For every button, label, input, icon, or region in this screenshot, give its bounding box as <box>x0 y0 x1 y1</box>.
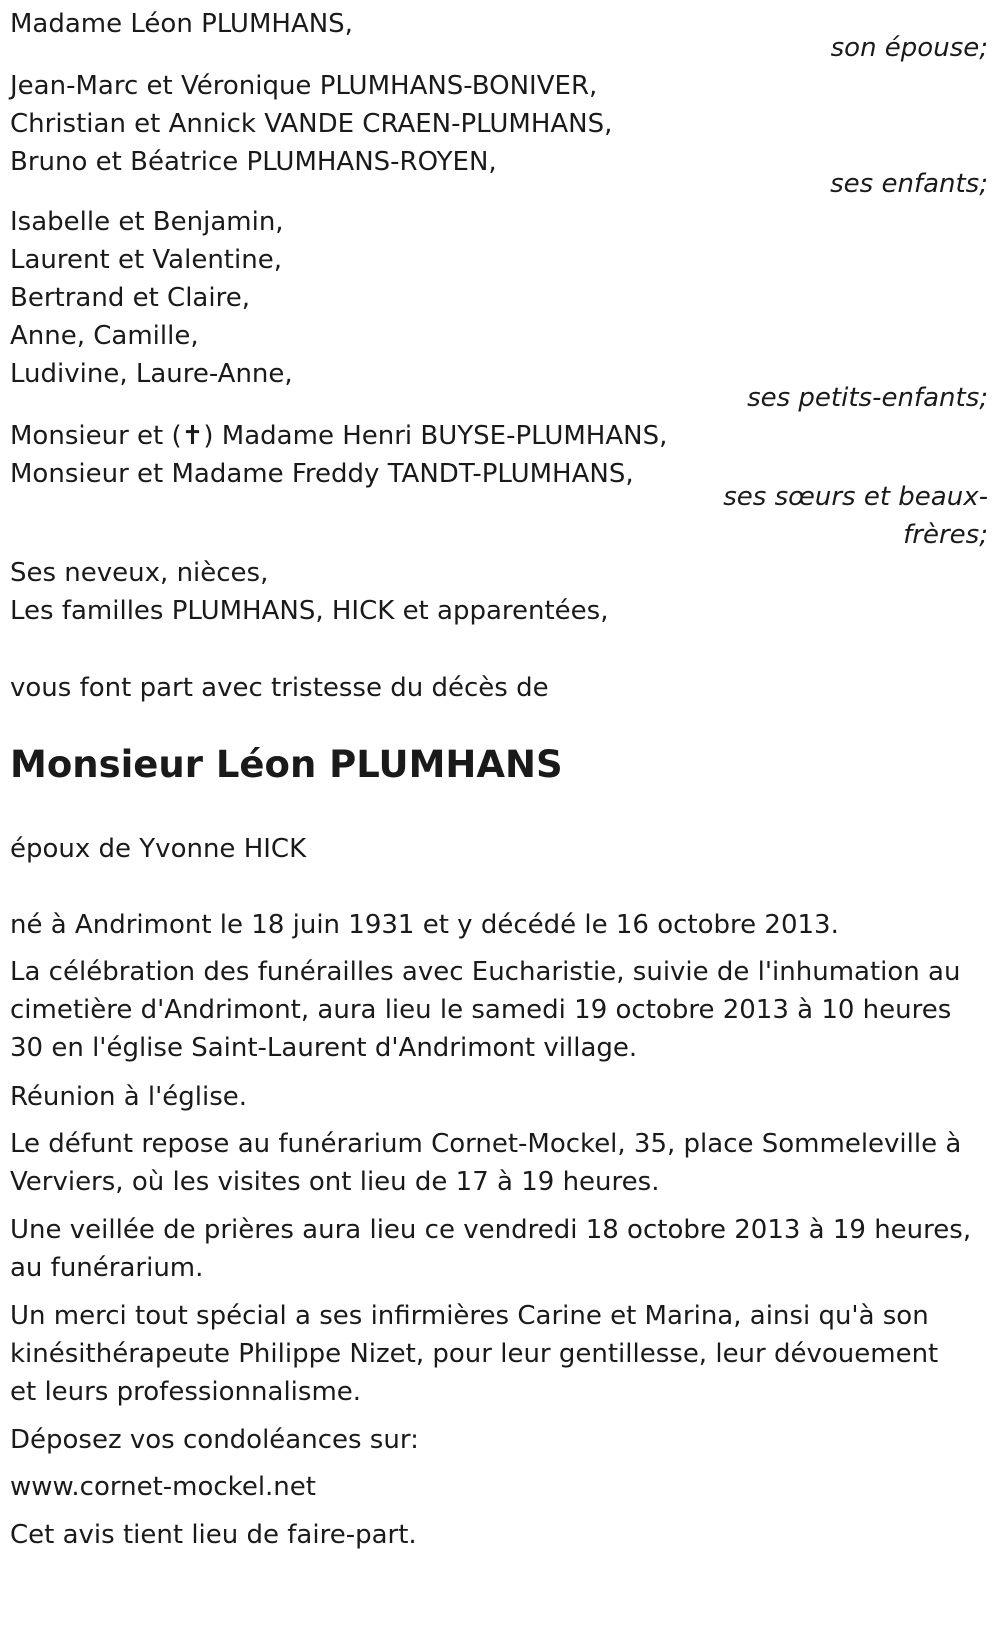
announcement-text: vous font part avec tristesse du décès de <box>10 673 549 703</box>
ceremony-text: cimetière d'Andrimont, aura lieu le samedi 19 octobre 2013 à 10 heures <box>10 995 952 1025</box>
child-name: Jean-Marc et Véronique PLUMHANS-BONIVER, <box>10 71 598 101</box>
spouse-role: son épouse; <box>830 33 988 63</box>
siblings-role-line: frères; <box>903 520 988 550</box>
grandchild-name: Ludivine, Laure-Anne, <box>10 359 293 389</box>
meeting-text: Réunion à l'église. <box>10 1082 248 1112</box>
viewing-text: Verviers, où les visites ont lieu de 17 à 19 heures. <box>10 1167 660 1197</box>
condolences-website: www.cornet-mockel.net <box>10 1472 316 1502</box>
ceremony-text: 30 en l'église Saint-Laurent d'Andrimont village. <box>10 1033 638 1063</box>
children-role: ses enfants; <box>830 169 988 199</box>
child-name: Christian et Annick VANDE CRAEN-PLUMHANS, <box>10 109 613 139</box>
deceased-name: Monsieur Léon PLUMHANS <box>10 743 563 786</box>
spouse-name: Madame Léon PLUMHANS, <box>10 9 353 39</box>
child-name: Bruno et Béatrice PLUMHANS-ROYEN, <box>10 147 497 177</box>
thanks-text: Un merci tout spécial a ses infirmières Carine et Marina, ainsi qu'à son <box>10 1301 929 1331</box>
sibling-name: Monsieur et Madame Freddy TANDT-PLUMHANS, <box>10 459 634 489</box>
deceased-spouse: époux de Yvonne HICK <box>10 834 307 864</box>
grandchild-name: Anne, Camille, <box>10 321 199 351</box>
siblings-role-line: ses sœurs et beaux- <box>723 482 988 512</box>
viewing-text: Le défunt repose au funérarium Cornet-Mockel, 35, place Sommeleville à <box>10 1129 962 1159</box>
thanks-text: kinésithérapeute Philippe Nizet, pour leur gentillesse, leur dévouement <box>10 1339 939 1369</box>
condolences-label: Déposez vos condoléances sur: <box>10 1425 419 1455</box>
grandchild-name: Isabelle et Benjamin, <box>10 207 284 237</box>
vigil-text: Une veillée de prières aura lieu ce vendredi 18 octobre 2013 à 19 heures, <box>10 1215 972 1245</box>
thanks-text: et leurs professionnalisme. <box>10 1377 362 1407</box>
grandchildren-role: ses petits-enfants; <box>747 383 988 413</box>
relatives-line: Les familles PLUMHANS, HICK et apparentées, <box>10 596 609 626</box>
grandchild-name: Laurent et Valentine, <box>10 245 282 275</box>
relatives-line: Ses neveux, nièces, <box>10 558 269 588</box>
vigil-text: au funérarium. <box>10 1253 204 1283</box>
ceremony-text: La célébration des funérailles avec Eucharistie, suivie de l'inhumation au <box>10 957 961 987</box>
sibling-name: Monsieur et (✝) Madame Henri BUYSE-PLUMHANS, <box>10 421 668 451</box>
birth-death-text: né à Andrimont le 18 juin 1931 et y décédé le 16 octobre 2013. <box>10 910 839 940</box>
closing-text: Cet avis tient lieu de faire-part. <box>10 1520 417 1550</box>
grandchild-name: Bertrand et Claire, <box>10 283 250 313</box>
